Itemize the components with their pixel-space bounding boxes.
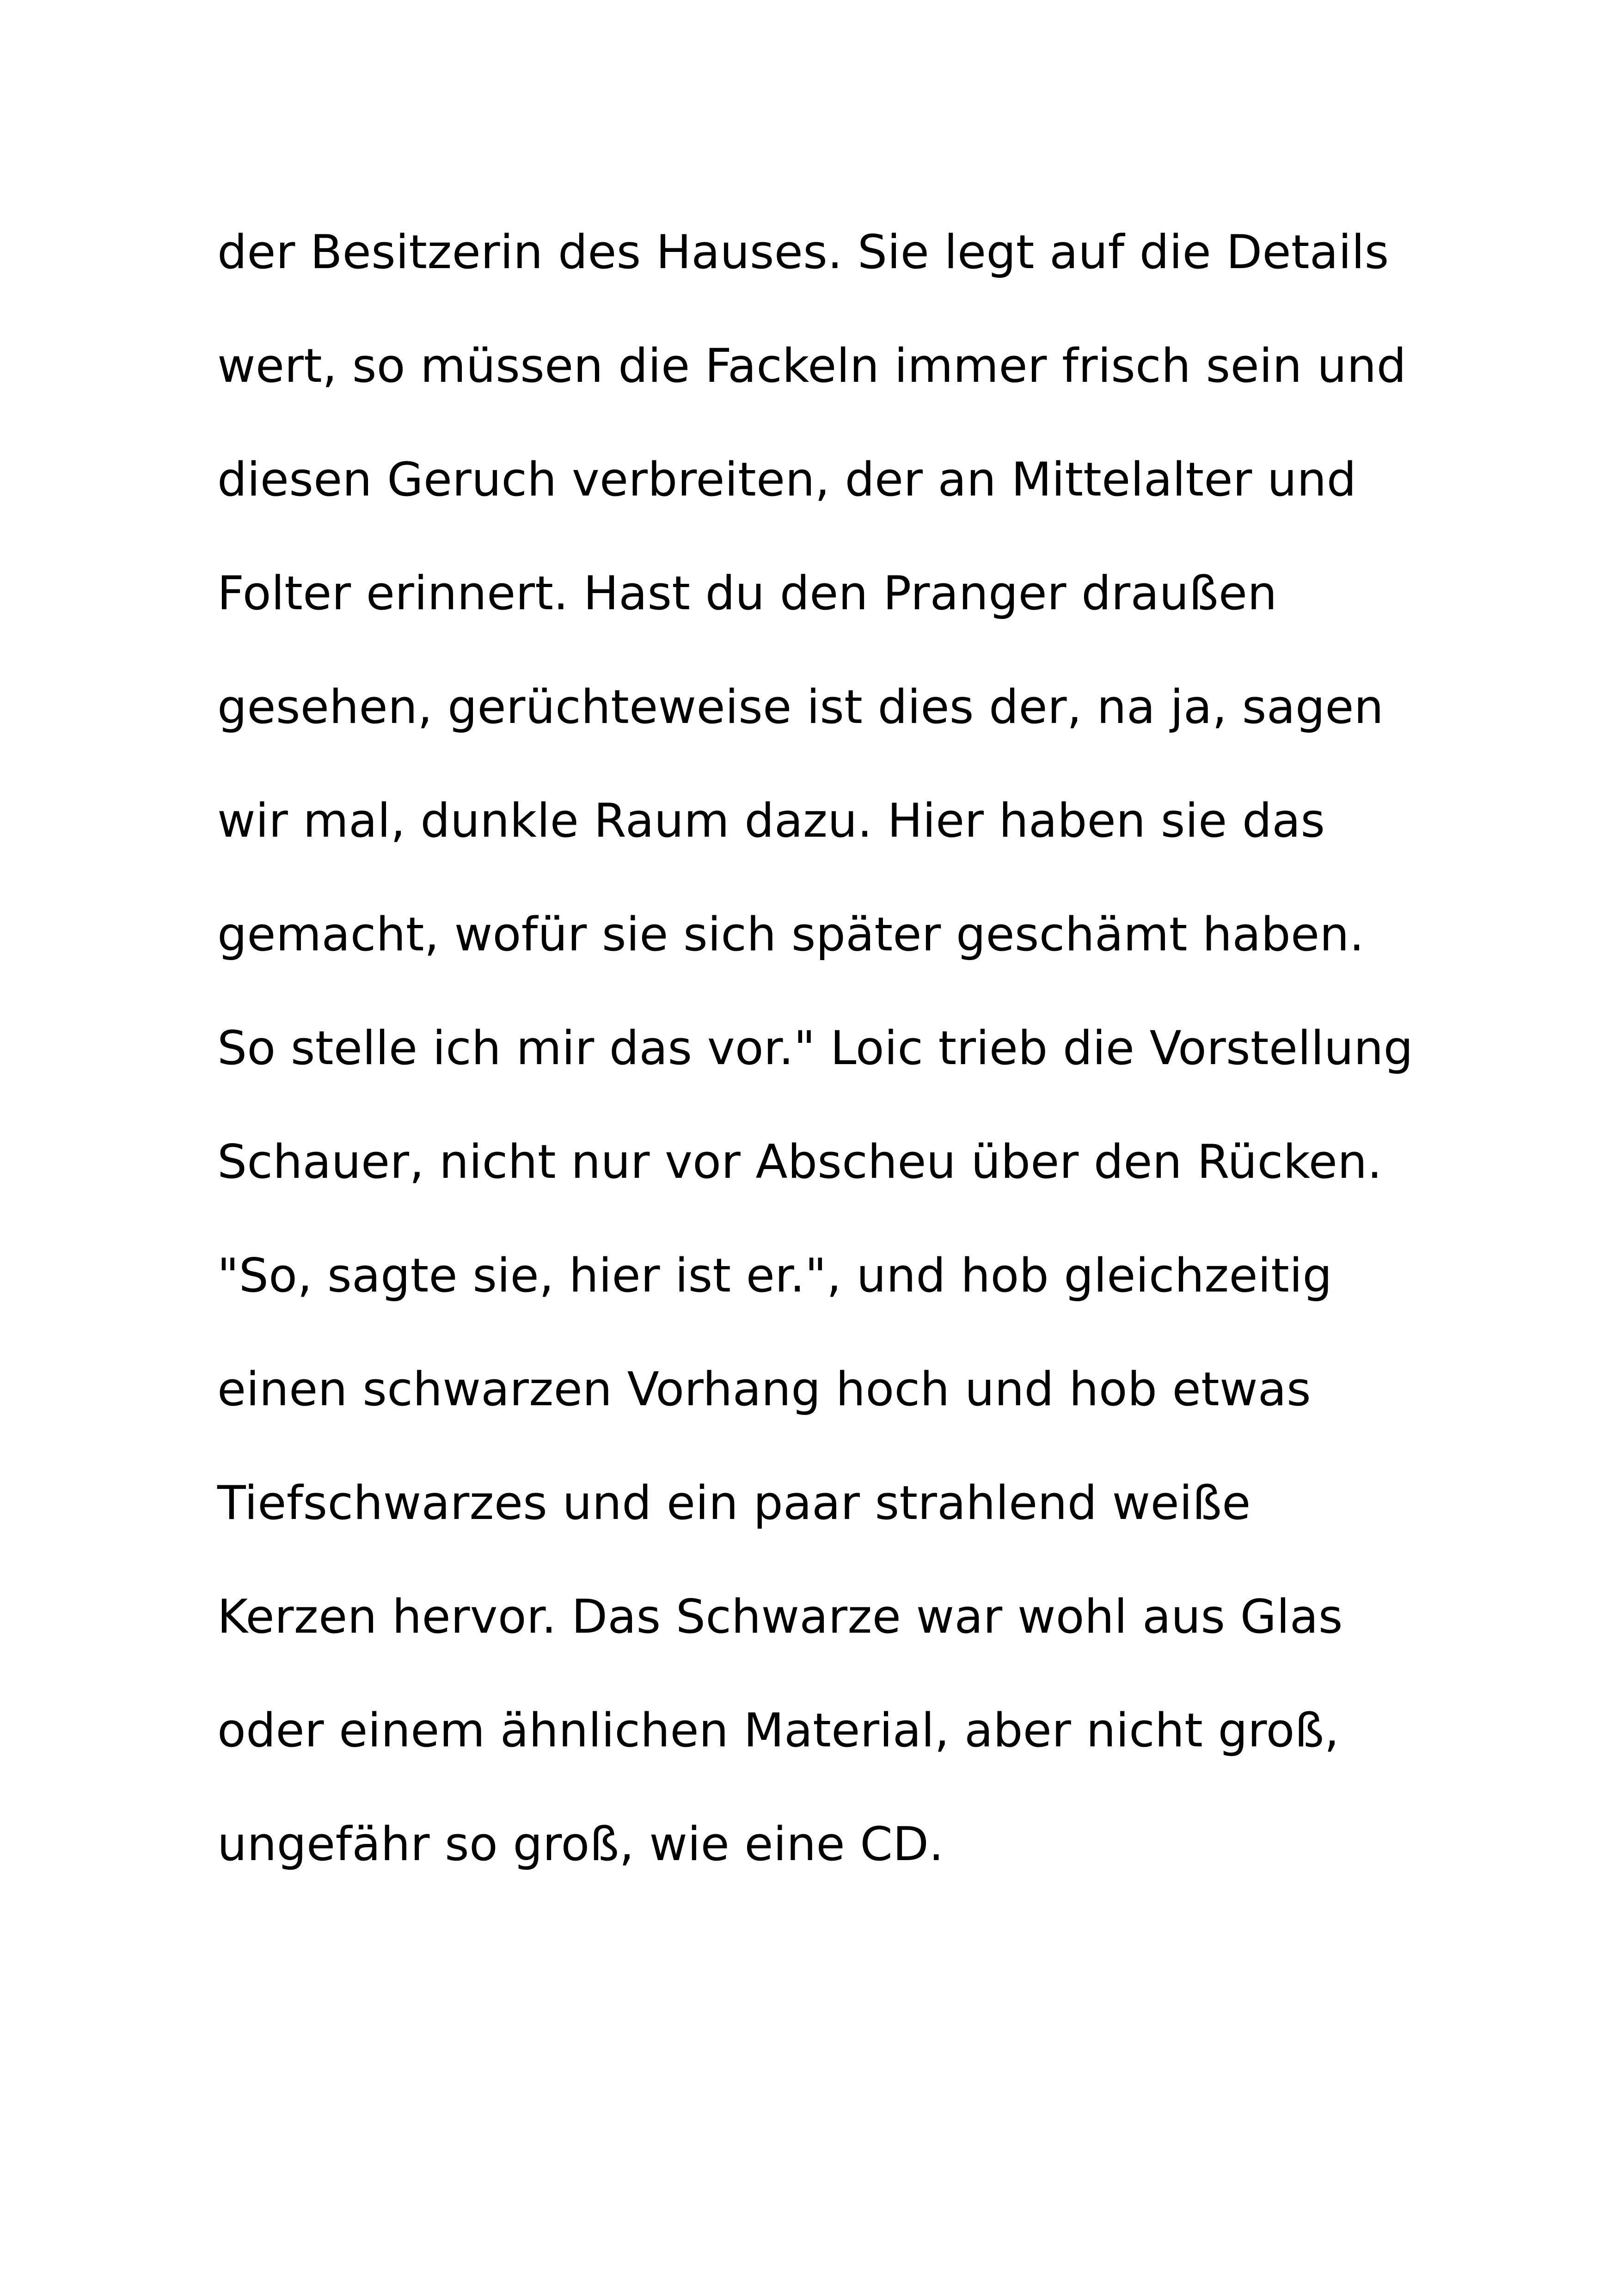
text-line: "So, sagte sie, hier ist er.", und hob gleichzeitig [217,1248,1332,1303]
text-line: wert, so müssen die Fackeln immer frisch sein und [217,338,1407,393]
text-line: Folter erinnert. Hast du den Pranger draußen [217,566,1277,620]
text-line: Kerzen hervor. Das Schwarze war wohl aus Glas [217,1589,1343,1644]
text-line: gesehen, gerüchteweise ist dies der, na ja, sagen [217,680,1384,734]
text-line: einen schwarzen Vorhang hoch und hob etwas [217,1362,1312,1416]
text-line: gemacht, wofür sie sich später geschämt haben. [217,907,1365,961]
text-line: Tiefschwarzes und ein paar strahlend weiße [217,1476,1251,1530]
text-line: wir mal, dunkle Raum dazu. Hier haben sie das [217,793,1325,848]
text-line: So stelle ich mir das vor." Loic trieb die Vorstellung [217,1021,1414,1075]
text-line: diesen Geruch verbreiten, der an Mittelalter und [217,452,1357,507]
text-line: der Besitzerin des Hauses. Sie legt auf die Details [217,225,1389,279]
body-text [217,217,1558,1923]
text-line: oder einem ähnlichen Material, aber nicht groß, [217,1703,1340,1757]
text-line: ungefähr so groß, wie eine CD. [217,1817,944,1871]
text-line: Schauer, nicht nur vor Abscheu über den Rücken. [217,1134,1382,1189]
